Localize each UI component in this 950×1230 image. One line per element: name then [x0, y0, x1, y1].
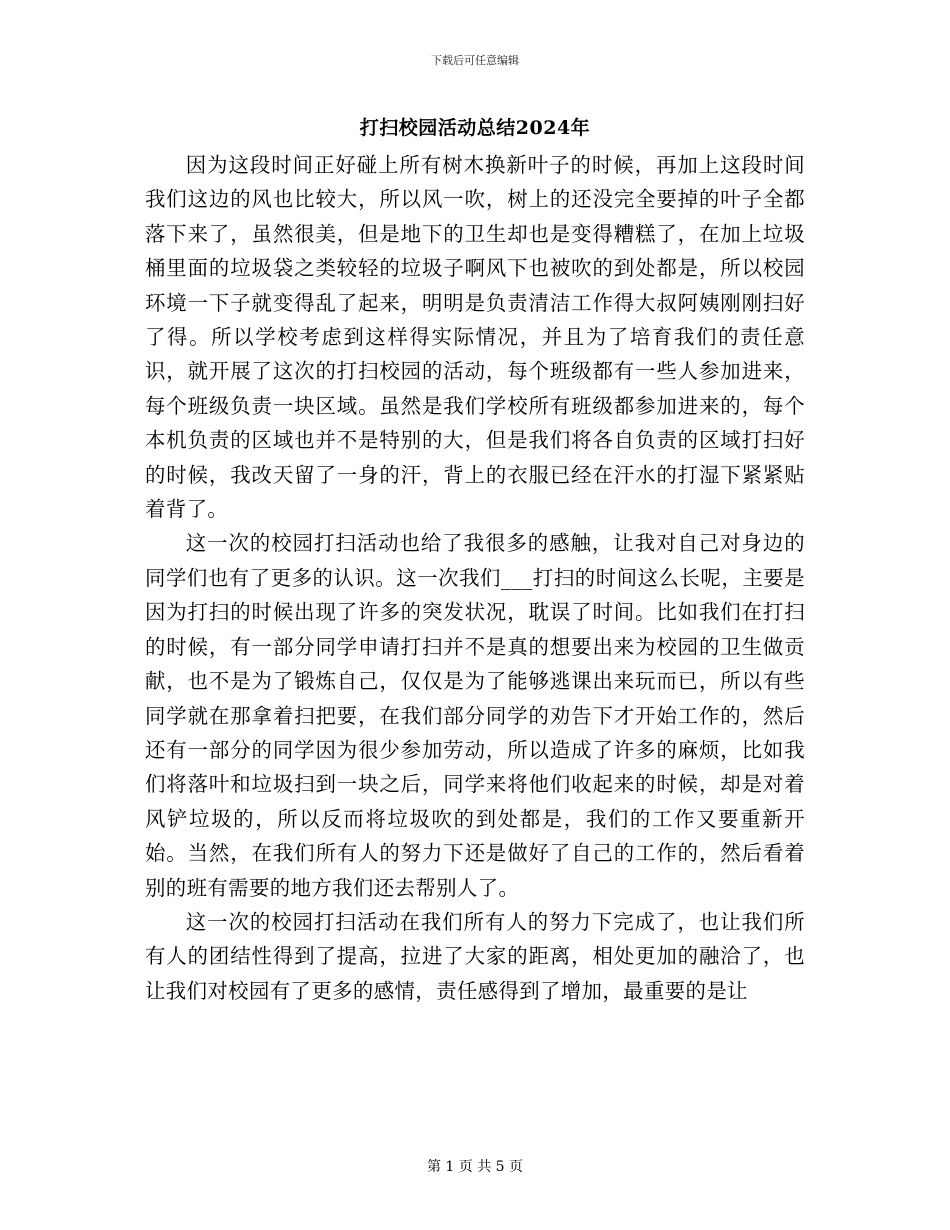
paragraph: 这一次的校园打扫活动在我们所有人的努力下完成了，也让我们所有人的团结性得到了提高，拉进了大家的距离，相处更加的融洽了，也让我们对校园有了更多的感情，责任感得到了增加，最重要的是让 — [145, 909, 805, 1003]
document-body — [145, 148, 805, 1008]
header-note: 下载后可任意编辑 — [431, 54, 519, 67]
document-title: 打扫校园活动总结2024年 — [359, 117, 591, 139]
paragraph: 因为这段时间正好碰上所有树木换新叶子的时候，再加上这段时间我们这边的风也比较大，所以风一吹，树上的还没完全要掉的叶子全都落下来了，虽然很美，但是地下的卫生却也是变得糟糕了，在加上垃圾桶里面的垃圾袋之类较轻的垃圾子啊风下也被吹的到处都是，所以校园环境一下子就变得乱了起来，明明是负责清洁工作得大叔阿姨刚刚扫好了得。所以学校考虑到这样得实际情况，并且为了培育我们的责任意识，就开展了这次的打扫校园的活动，每个班级都有一些人参加进来，每个班级负责一块区域。虽然是我们学校所有班级都参加进来的，每个本机负责的区域也并不是特别的大，但是我们将各自负责的区域打扫好的时候，我改天留了一身的汗，背上的衣服已经在汗水的打湿下紧紧贴着背了。 — [145, 153, 805, 522]
page-number: 第 1 页 共 5 页 — [426, 1159, 524, 1175]
paragraph: 这一次的校园打扫活动也给了我很多的感触，让我对自己对身边的同学们也有了更多的认识。这一次我们___打扫的时间这么长呢，主要是因为打扫的时候出现了许多的突发状况，耽误了时间。比如我们在打扫的时候，有一部分同学申请打扫并不是真的想要出来为校园的卫生做贡献，也不是为了锻炼自己，仅仅是为了能够逃课出来玩而已，所以有些同学就在那拿着扫把要，在我们部分同学的劝告下才开始工作的，然后还有一部分的同学因为很少参加劳动，所以造成了许多的麻烦，比如我们将落叶和垃圾扫到一块之后，同学来将他们收起来的时候，却是对着风铲垃圾的，所以反而将垃圾吹的到处都是，我们的工作又要重新开始。当然，在我们所有人的努力下还是做好了自己的工作的，然后看着别的班有需要的地方我们还去帮别人了。 — [145, 531, 805, 900]
